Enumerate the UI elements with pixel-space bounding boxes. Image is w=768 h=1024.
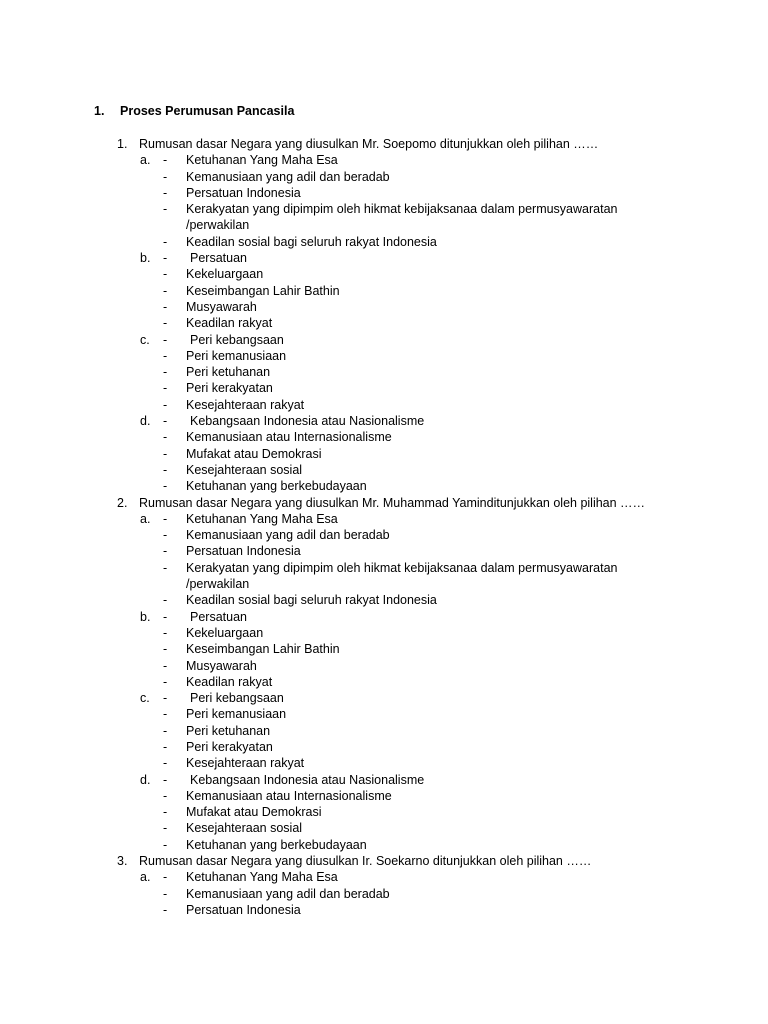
option-item [0,315,768,331]
option-item [0,772,768,788]
section-title: Proses Perumusan Pancasila [120,104,295,118]
option-item-text: Kemanusiaan yang adil dan beradab [186,528,390,543]
bullet-dash: - [163,202,168,217]
bullet-dash: - [163,805,168,820]
bullet-dash: - [163,593,168,608]
option-item-text: Persatuan Indonesia [186,185,301,200]
option-item [0,902,768,918]
option-item-text: Keseimbangan Lahir Bathin [186,283,340,298]
bullet-dash: - [163,821,168,836]
option-item [0,755,768,771]
bullet-dash: - [163,251,168,266]
option-item-text: Kekeluargaan [186,625,264,640]
option-item-text: Keadilan sosial bagi seluruh rakyat Indonesia [186,234,437,249]
option-item-text: Peri kemanusiaan [186,707,287,722]
question-text: Rumusan dasar Negara yang diusulkan Mr. Soepomo ditunjukkan oleh pilihan …… [139,137,599,151]
option-item-text: Ketuhanan Yang Maha Esa [186,153,338,168]
bullet-dash: - [163,365,168,380]
bullet-dash: - [163,153,168,168]
option-item [0,592,768,608]
option-item-text: Musyawarah [186,658,257,673]
bullet-dash: - [163,316,168,331]
option-item-text: Ketuhanan Yang Maha Esa [186,511,338,526]
option-item [0,429,768,445]
option-letter: a. [140,870,151,885]
question-line [0,136,768,152]
bullet-dash: - [163,462,168,477]
option-item-text: Kerakyatan yang dipimpim oleh hikmat kebijaksanaa dalam permusyawaratan /perwakilan [186,560,618,592]
bullet-dash: - [163,707,168,722]
option-item-text: Mufakat atau Demokrasi [186,446,322,461]
option-item-text: Kesejahteraan rakyat [186,397,305,412]
option-item [0,543,768,559]
bullet-dash: - [163,691,168,706]
option-item [0,706,768,722]
bullet-dash: - [163,430,168,445]
bullet-dash: - [163,756,168,771]
bullet-dash: - [163,609,168,624]
option-item [0,299,768,315]
option-item-text: Kesejahteraan sosial [186,462,303,477]
bullet-dash: - [163,397,168,412]
option-letter: a. [140,153,151,168]
option-letter: b. [140,251,151,266]
option-letter: a. [140,511,151,526]
option-item-text: Persatuan [190,251,247,266]
option-item [0,527,768,543]
option-item-text: Keadilan sosial bagi seluruh rakyat Indonesia [186,593,437,608]
bullet-dash: - [163,381,168,396]
option-item-text: Keseimbangan Lahir Bathin [186,642,340,657]
option-letter: c. [140,691,150,706]
option-item [0,413,768,429]
option-item [0,283,768,299]
option-item [0,348,768,364]
option-item [0,820,768,836]
option-item-text: Kemanusiaan yang adil dan beradab [186,886,390,901]
option-letter: d. [140,772,151,787]
option-item [0,560,768,593]
option-item [0,886,768,902]
option-item-text: Persatuan Indonesia [186,902,301,917]
option-item-text: Ketuhanan yang berkebudayaan [186,837,367,852]
bullet-dash: - [163,625,168,640]
bullet-dash: - [163,332,168,347]
option-item-text: Peri ketuhanan [186,365,271,380]
option-item-text: Kemanusiaan atau Internasionalisme [186,788,392,803]
question-line [0,495,768,511]
bullet-dash: - [163,169,168,184]
bullet-dash: - [163,674,168,689]
option-letter: c. [140,332,150,347]
bullet-dash: - [163,642,168,657]
option-item [0,169,768,185]
section-number: 1. [94,104,105,118]
bullet-dash: - [163,837,168,852]
bullet-dash: - [163,528,168,543]
question-list [0,136,768,918]
option-item [0,658,768,674]
option-item [0,674,768,690]
option-item-text: Kebangsaan Indonesia atau Nasionalisme [190,772,425,787]
question-text: Rumusan dasar Negara yang diusulkan Mr. Muhammad Yaminditunjukkan oleh pilihan …… [139,495,646,510]
bullet-dash: - [163,414,168,429]
question-text: Rumusan dasar Negara yang diusulkan Ir. Soekarno ditunjukkan oleh pilihan …… [139,854,592,869]
bullet-dash: - [163,299,168,314]
bullet-dash: - [163,902,168,917]
option-item [0,380,768,396]
bullet-dash: - [163,511,168,526]
option-item-text: Persatuan [190,609,247,624]
option-item [0,609,768,625]
bullet-dash: - [163,185,168,200]
option-item [0,804,768,820]
option-item [0,837,768,853]
option-item-text: Peri kemanusiaan [186,348,287,363]
bullet-dash: - [163,560,168,575]
option-item-text: Kesejahteraan sosial [186,821,303,836]
option-item [0,641,768,657]
option-item-text: Kebangsaan Indonesia atau Nasionalisme [190,414,425,429]
bullet-dash: - [163,658,168,673]
option-item [0,625,768,641]
bullet-dash: - [163,446,168,461]
option-item [0,185,768,201]
option-item [0,511,768,527]
option-item-text: Ketuhanan Yang Maha Esa [186,870,338,885]
option-item [0,266,768,282]
option-item-text: Peri kerakyatan [186,381,273,396]
option-item [0,478,768,494]
option-letter: b. [140,609,151,624]
bullet-dash: - [163,544,168,559]
option-item-text: Peri kebangsaan [190,691,284,706]
section-heading [94,102,294,120]
question-number: 3. [117,854,128,869]
option-item [0,250,768,266]
option-item [0,462,768,478]
option-item [0,332,768,348]
option-item [0,723,768,739]
question-number: 2. [117,495,128,510]
bullet-dash: - [163,886,168,901]
option-item-text: Kemanusiaan yang adil dan beradab [186,169,390,184]
bullet-dash: - [163,348,168,363]
bullet-dash: - [163,479,168,494]
option-item-text: Keadilan rakyat [186,674,273,689]
option-item-text: Peri ketuhanan [186,723,271,738]
option-item-text: Persatuan Indonesia [186,544,301,559]
option-item [0,739,768,755]
question-number: 1. [117,137,128,151]
option-item [0,397,768,413]
option-item-text: Peri kerakyatan [186,739,273,754]
option-item [0,788,768,804]
bullet-dash: - [163,234,168,249]
option-item-text: Keadilan rakyat [186,316,273,331]
option-item [0,869,768,885]
option-item [0,364,768,380]
bullet-dash: - [163,739,168,754]
bullet-dash: - [163,870,168,885]
bullet-dash: - [163,723,168,738]
option-item-text: Mufakat atau Demokrasi [186,805,322,820]
option-item-text: Kekeluargaan [186,267,264,282]
option-item [0,446,768,462]
option-item-text: Musyawarah [186,299,257,314]
bullet-dash: - [163,788,168,803]
bullet-dash: - [163,267,168,282]
option-item-text: Kerakyatan yang dipimpim oleh hikmat kebijaksanaa dalam permusyawaratan /perwakilan [186,202,618,233]
bullet-dash: - [163,772,168,787]
option-item [0,152,768,168]
option-item-text: Ketuhanan yang berkebudayaan [186,479,367,494]
option-item [0,690,768,706]
option-letter: d. [140,414,151,429]
option-item-text: Kesejahteraan rakyat [186,756,305,771]
option-item-text: Peri kebangsaan [190,332,284,347]
option-item [0,201,768,234]
question-line [0,853,768,869]
bullet-dash: - [163,283,168,298]
option-item-text: Kemanusiaan atau Internasionalisme [186,430,392,445]
option-item [0,234,768,250]
